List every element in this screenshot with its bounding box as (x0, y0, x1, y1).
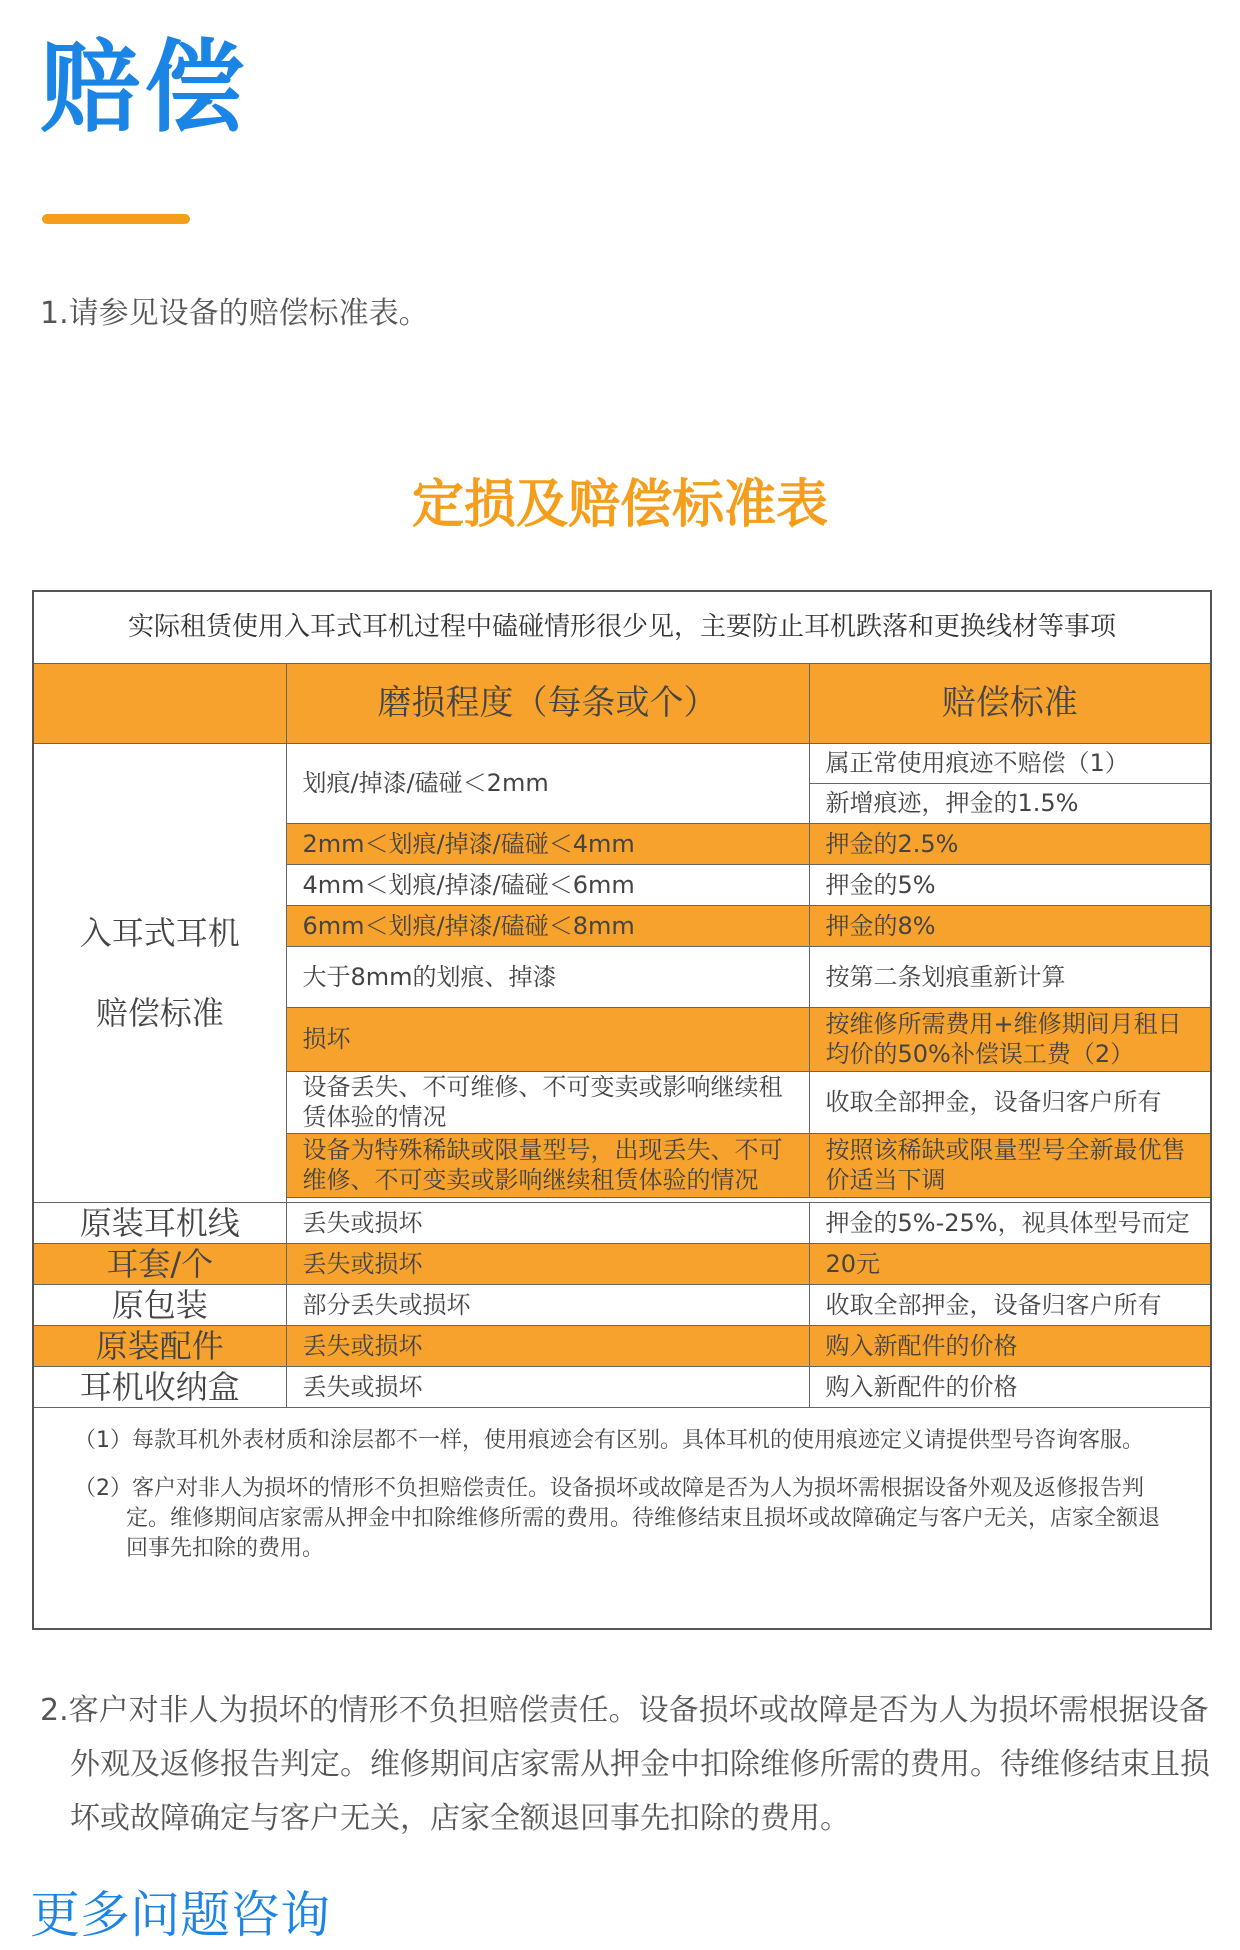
standard-cell: 购入新配件的价格 (809, 1366, 1211, 1407)
table-note: 实际租赁使用入耳式耳机过程中磕碰情形很少见，主要防止耳机跌落和更换线材等事项 (33, 591, 1211, 663)
wear-cell: 4mm＜划痕/掉漆/磕碰＜6mm (286, 864, 809, 905)
standard-cell: 押金的5%-25%，视具体型号而定 (809, 1202, 1211, 1243)
wear-cell: 设备为特殊稀缺或限量型号，出现丢失、不可维修、不可变卖或影响继续租赁体验的情况 (286, 1133, 809, 1197)
compensation-table (32, 590, 1212, 1630)
standard-cell: 按照该稀缺或限量型号全新最优售价适当下调 (809, 1133, 1211, 1197)
category-earbud-line2: 赔偿标准 (95, 993, 224, 1032)
standard-cell: 按维修所需费用+维修期间月租日均价的50%补偿误工费（2） (809, 1007, 1211, 1071)
footnote: （1）每款耳机外表材质和涂层都不一样，使用痕迹会有区别。具体耳机的使用痕迹定义请提供型号咨询客服。 (74, 1427, 1145, 1453)
more-questions-link[interactable]: 更多问题咨询 (30, 1886, 330, 1944)
footnote: （2）客户对非人为损坏的情形不负担赔偿责任。设备损坏或故障是否为人为损坏需根据设备外观及返修报告判定。维修期间店家需从押金中扣除维修所需的费用。待维修结束且损坏或故障确定与客户无关，店家全额退回事先扣除的费用。 (74, 1475, 1161, 1561)
accessory-name-cell: 耳套/个 (33, 1243, 286, 1284)
standard-cell: 新增痕迹，押金的1.5% (809, 783, 1211, 823)
intro-text: 1.请参见设备的赔偿标准表。 (40, 296, 429, 331)
standard-cell: 押金的8% (809, 905, 1211, 946)
wear-cell: 设备丢失、不可维修、不可变卖或影响继续租赁体验的情况 (286, 1071, 809, 1133)
page-title: 赔偿 (40, 29, 248, 146)
standard-cell: 押金的5% (809, 864, 1211, 905)
standard-cell: 购入新配件的价格 (809, 1325, 1211, 1366)
header-cell-standard: 赔偿标准 (809, 663, 1211, 743)
wear-cell: 划痕/掉漆/磕碰＜2mm (286, 743, 809, 823)
accessory-name-cell: 原包装 (33, 1284, 286, 1325)
wear-cell: 部分丢失或损坏 (286, 1284, 809, 1325)
outro-text: 2.客户对非人为损坏的情形不负担赔偿责任。设备损坏或故障是否为人为损坏需根据设备外观及返修报告判定。维修期间店家需从押金中扣除维修所需的费用。待维修结束且损坏或故障确定与客户无关，店家全额退回事先扣除的费用。 (40, 1693, 1210, 1836)
wear-cell: 丢失或损坏 (286, 1366, 809, 1407)
standard-cell: 20元 (809, 1243, 1211, 1284)
header-cell-wear: 磨损程度（每条或个） (286, 663, 809, 743)
standard-cell: 按第二条划痕重新计算 (809, 946, 1211, 1007)
wear-cell: 2mm＜划痕/掉漆/磕碰＜4mm (286, 823, 809, 864)
wear-cell: 丢失或损坏 (286, 1202, 809, 1243)
standard-cell: 押金的2.5% (809, 823, 1211, 864)
wear-cell: 大于8mm的划痕、掉漆 (286, 946, 809, 1007)
table-heading: 定损及赔偿标准表 (411, 475, 828, 535)
standard-cell: 收取全部押金，设备归客户所有 (809, 1071, 1211, 1133)
standard-cell: 收取全部押金，设备归客户所有 (809, 1284, 1211, 1325)
wear-cell: 6mm＜划痕/掉漆/磕碰＜8mm (286, 905, 809, 946)
wear-cell: 丢失或损坏 (286, 1325, 809, 1366)
wear-cell: 损坏 (286, 1007, 809, 1071)
standard-cell: 属正常使用痕迹不赔偿（1） (809, 743, 1211, 783)
category-earbud-line1: 入耳式耳机 (79, 913, 240, 952)
table-footnotes (33, 1407, 1211, 1629)
accessory-name-cell: 耳机收纳盒 (33, 1366, 286, 1407)
accessory-name-cell: 原装配件 (33, 1325, 286, 1366)
title-underline (42, 214, 190, 224)
wear-cell: 丢失或损坏 (286, 1243, 809, 1284)
accessory-name-cell: 原装耳机线 (33, 1202, 286, 1243)
header-cell-empty (33, 663, 286, 743)
category-earbud (33, 743, 286, 1202)
